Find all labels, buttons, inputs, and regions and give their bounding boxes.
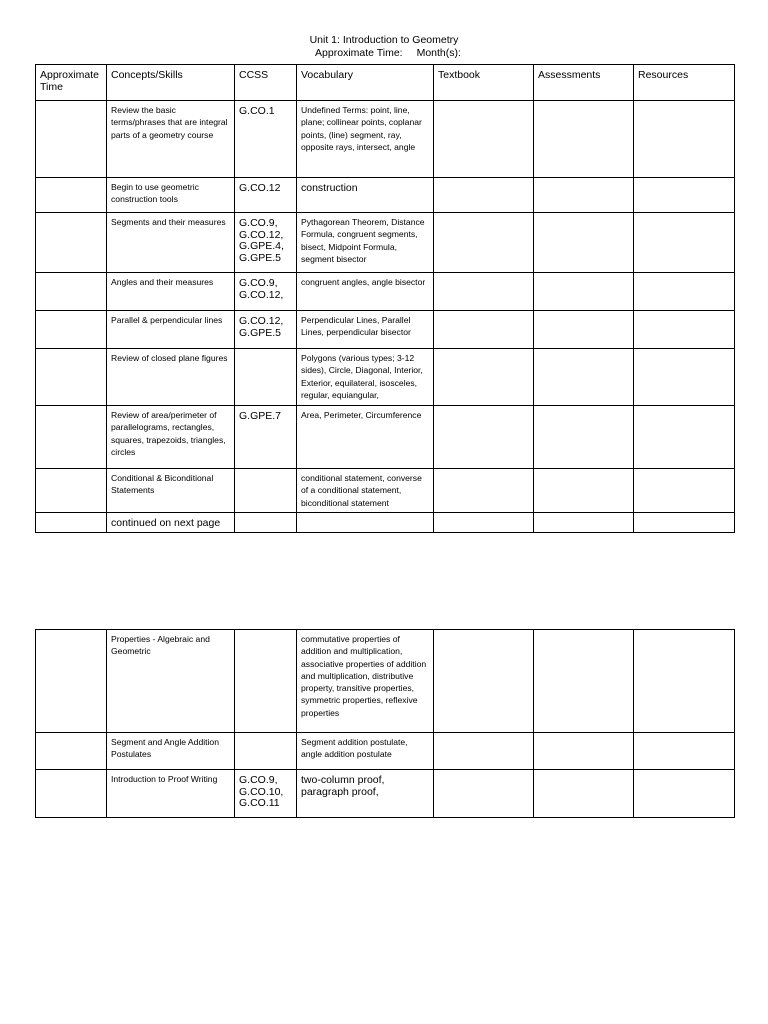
time-cell xyxy=(36,311,107,349)
resources-cell xyxy=(634,630,735,733)
assessments-cell xyxy=(534,178,634,213)
table-row xyxy=(36,273,735,311)
concept-cell: Properties - Algebraic and Geometric xyxy=(107,630,235,733)
textbook-cell xyxy=(434,770,534,818)
vocabulary-cell: construction xyxy=(297,178,434,213)
resources-cell xyxy=(634,178,735,213)
ccss-cell: G.CO.12, G.GPE.5 xyxy=(235,311,297,349)
assessments-cell xyxy=(534,273,634,311)
textbook-cell xyxy=(434,349,534,406)
vocabulary-cell: Perpendicular Lines, Parallel Lines, perpendicular bisector xyxy=(297,311,434,349)
textbook-cell xyxy=(434,101,534,178)
table-body-page1 xyxy=(36,65,735,533)
column-header: Concepts/Skills xyxy=(107,65,235,101)
textbook-cell xyxy=(434,512,534,533)
column-header: Resources xyxy=(634,65,735,101)
table-row xyxy=(36,469,735,513)
ccss-cell xyxy=(235,630,297,733)
concept-cell: Review of closed plane figures xyxy=(107,349,235,406)
table-row xyxy=(36,512,735,533)
assessments-cell xyxy=(534,101,634,178)
textbook-cell xyxy=(434,213,534,273)
time-cell xyxy=(36,273,107,311)
concept-cell: Segment and Angle Addition Postulates xyxy=(107,733,235,770)
time-cell xyxy=(36,733,107,770)
curriculum-table-page2 xyxy=(35,629,735,818)
vocabulary-cell: Pythagorean Theorem, Distance Formula, congruent segments, bisect, Midpoint Formula, segment bisector xyxy=(297,213,434,273)
concept-cell: continued on next page xyxy=(107,512,235,533)
ccss-cell: G.CO.9, G.CO.12, xyxy=(235,273,297,311)
time-cell xyxy=(36,770,107,818)
vocabulary-cell: commutative properties of addition and multiplication, associative properties of addition and multiplication, distributive property, transitive properties, symmetric properties, reflexive properties xyxy=(297,630,434,733)
months-label: Month(s): xyxy=(416,47,461,59)
resources-cell xyxy=(634,770,735,818)
textbook-cell xyxy=(434,630,534,733)
vocabulary-cell xyxy=(297,512,434,533)
table-row xyxy=(36,349,735,406)
table-row xyxy=(36,213,735,273)
table-row xyxy=(36,733,735,770)
textbook-cell xyxy=(434,311,534,349)
vocabulary-cell: conditional statement, converse of a conditional statement, biconditional statement xyxy=(297,469,434,513)
resources-cell xyxy=(634,733,735,770)
table-row xyxy=(36,311,735,349)
vocabulary-cell: two-column proof, paragraph proof, xyxy=(297,770,434,818)
vocabulary-cell: congruent angles, angle bisector xyxy=(297,273,434,311)
concept-cell: Review of area/perimeter of parallelograms, rectangles, squares, trapezoids, triangles, circles xyxy=(107,406,235,469)
table-row xyxy=(36,406,735,469)
concept-cell: Angles and their measures xyxy=(107,273,235,311)
time-cell xyxy=(36,213,107,273)
resources-cell xyxy=(634,349,735,406)
concept-cell: Parallel & perpendicular lines xyxy=(107,311,235,349)
ccss-cell xyxy=(235,349,297,406)
textbook-cell xyxy=(434,178,534,213)
table-row xyxy=(36,770,735,818)
concept-cell: Introduction to Proof Writing xyxy=(107,770,235,818)
ccss-cell: G.CO.12 xyxy=(235,178,297,213)
document-header xyxy=(0,34,768,60)
vocabulary-cell: Segment addition postulate, angle addition postulate xyxy=(297,733,434,770)
column-header: Approximate Time xyxy=(36,65,107,101)
column-header: CCSS xyxy=(235,65,297,101)
unit-title: Unit 1: Introduction to Geometry xyxy=(309,34,459,46)
concept-cell: Conditional & Biconditional Statements xyxy=(107,469,235,513)
assessments-cell xyxy=(534,213,634,273)
ccss-cell: G.CO.9, G.CO.10, G.CO.11 xyxy=(235,770,297,818)
time-cell xyxy=(36,349,107,406)
concept-cell: Segments and their measures xyxy=(107,213,235,273)
time-cell xyxy=(36,178,107,213)
assessments-cell xyxy=(534,469,634,513)
curriculum-table-page1 xyxy=(35,64,735,533)
resources-cell xyxy=(634,101,735,178)
ccss-cell: G.CO.9, G.CO.12, G.GPE.4, G.GPE.5 xyxy=(235,213,297,273)
assessments-cell xyxy=(534,630,634,733)
time-cell xyxy=(36,406,107,469)
ccss-cell: G.CO.1 xyxy=(235,101,297,178)
textbook-cell xyxy=(434,406,534,469)
vocabulary-cell: Undefined Terms: point, line, plane; collinear points, coplanar points, (line) segment, ray, opposite rays, intersect, angle xyxy=(297,101,434,178)
resources-cell xyxy=(634,406,735,469)
textbook-cell xyxy=(434,469,534,513)
textbook-cell xyxy=(434,733,534,770)
column-header: Vocabulary xyxy=(297,65,434,101)
assessments-cell xyxy=(534,406,634,469)
vocabulary-cell: Area, Perimeter, Circumference xyxy=(297,406,434,469)
column-header: Textbook xyxy=(434,65,534,101)
assessments-cell xyxy=(534,311,634,349)
column-header: Assessments xyxy=(534,65,634,101)
table-row xyxy=(36,178,735,213)
approximate-time-label: Approximate Time: xyxy=(315,47,403,59)
approximate-time-line xyxy=(0,47,768,60)
ccss-cell xyxy=(235,469,297,513)
resources-cell xyxy=(634,311,735,349)
resources-cell xyxy=(634,213,735,273)
ccss-cell xyxy=(235,512,297,533)
concept-cell: Review the basic terms/phrases that are integral parts of a geometry course xyxy=(107,101,235,178)
assessments-cell xyxy=(534,733,634,770)
vocabulary-cell: Polygons (various types; 3-12 sides), Circle, Diagonal, Interior, Exterior, equilateral, isosceles, regular, equiangular, xyxy=(297,349,434,406)
assessments-cell xyxy=(534,770,634,818)
assessments-cell xyxy=(534,512,634,533)
resources-cell xyxy=(634,512,735,533)
table-header-row xyxy=(36,65,735,101)
time-cell xyxy=(36,469,107,513)
table-row xyxy=(36,101,735,178)
textbook-cell xyxy=(434,273,534,311)
time-cell xyxy=(36,101,107,178)
resources-cell xyxy=(634,273,735,311)
ccss-cell: G.GPE.7 xyxy=(235,406,297,469)
ccss-cell xyxy=(235,733,297,770)
table-body-page2 xyxy=(36,630,735,818)
assessments-cell xyxy=(534,349,634,406)
table-row xyxy=(36,630,735,733)
resources-cell xyxy=(634,469,735,513)
time-cell xyxy=(36,630,107,733)
concept-cell: Begin to use geometric construction tools xyxy=(107,178,235,213)
time-cell xyxy=(36,512,107,533)
